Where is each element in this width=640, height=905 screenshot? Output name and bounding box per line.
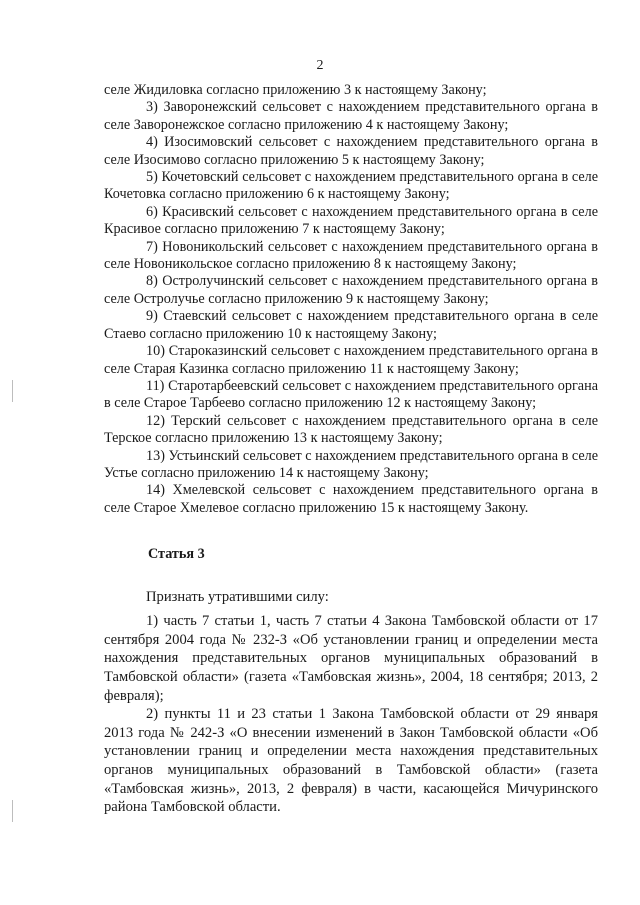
list-item: селе Жидиловка согласно приложению 3 к настоящему Закону; <box>104 82 487 98</box>
list-item: 5) Кочетовский сельсовет с нахождением представительного органа в селе Кочетовка согласно приложению 6 к настоящему Закону; <box>104 169 598 203</box>
list-item: 3) Заворонежский сельсовет с нахождением представительного органа в селе Заворонежское согласно приложению 4 к настоящему Закону; <box>104 99 598 133</box>
municipality-list <box>104 82 598 517</box>
list-item: 8) Остролучинский сельсовет с нахождением представительного органа в селе Остролучье согласно приложению 9 к настоящему Закону; <box>104 273 598 307</box>
list-item: 4) Изосимовский сельсовет с нахождением представительного органа в селе Изосимово согласно приложению 5 к настоящему Закону; <box>104 134 598 168</box>
list-item: 10) Староказинский сельсовет с нахождением представительного органа в селе Старая Казинка согласно приложению 11 к настоящему Закону; <box>104 343 598 377</box>
document-body <box>104 82 598 817</box>
list-item: 12) Терский сельсовет с нахождением представительного органа в селе Терское согласно приложению 13 к настоящему Закону; <box>104 412 598 447</box>
list-item: 9) Стаевский сельсовет с нахождением представительного органа в селе Стаево согласно приложению 10 к настоящему Закону; <box>104 308 598 342</box>
list-item: 6) Красивский сельсовет с нахождением представительного органа в селе Красивое согласно приложению 7 к настоящему Закону; <box>104 203 598 238</box>
list-item: 14) Хмелевской сельсовет с нахождением представительного органа в селе Старое Хмелевое согласно приложению 15 к настоящему Закону. <box>104 482 598 516</box>
list-item: 13) Устьинский сельсовет с нахождением представительного органа в селе Устье согласно приложению 14 к настоящему Закону; <box>104 447 598 481</box>
repeal-item: 1) часть 7 статьи 1, часть 7 статьи 4 Закона Тамбовской области от 17 сентября 2004 года № 232-З «Об установлении границ и определении места нахождения представительных органов муниципальных образований в Тамбовской области» (газета «Тамбовская жизнь», 2004, 18 сентября; 2013, 2 февраля); <box>104 613 598 704</box>
page-number: 2 <box>316 58 324 73</box>
article-3-intro: Признать утратившими силу: <box>146 588 329 605</box>
list-item: 7) Новоникольский сельсовет с нахождением представительного органа в селе Новоникольское согласно приложению 8 к настоящему Закону; <box>104 238 598 273</box>
scan-margin-mark <box>12 380 13 402</box>
repeal-item: 2) пункты 11 и 23 статьи 1 Закона Тамбовской области от 29 января 2013 года № 242-З «О внесении изменений в Закон Тамбовской области «Об установлении границ и определении места нахождения представительных органов муниципальных образований в Тамбовской области» (газета «Тамбовская жизнь», 2013, 2 февраля) в части, касающейся Мичуринского района Тамбовской области. <box>104 706 598 816</box>
list-item: 11) Старотарбеевский сельсовет с нахождением представительного органа в селе Старое Тарбеево согласно приложению 12 к настоящему Закону; <box>104 377 598 412</box>
scan-margin-mark <box>12 800 13 822</box>
article-3-heading: Статья 3 <box>148 546 205 563</box>
article-3-body <box>104 588 598 817</box>
